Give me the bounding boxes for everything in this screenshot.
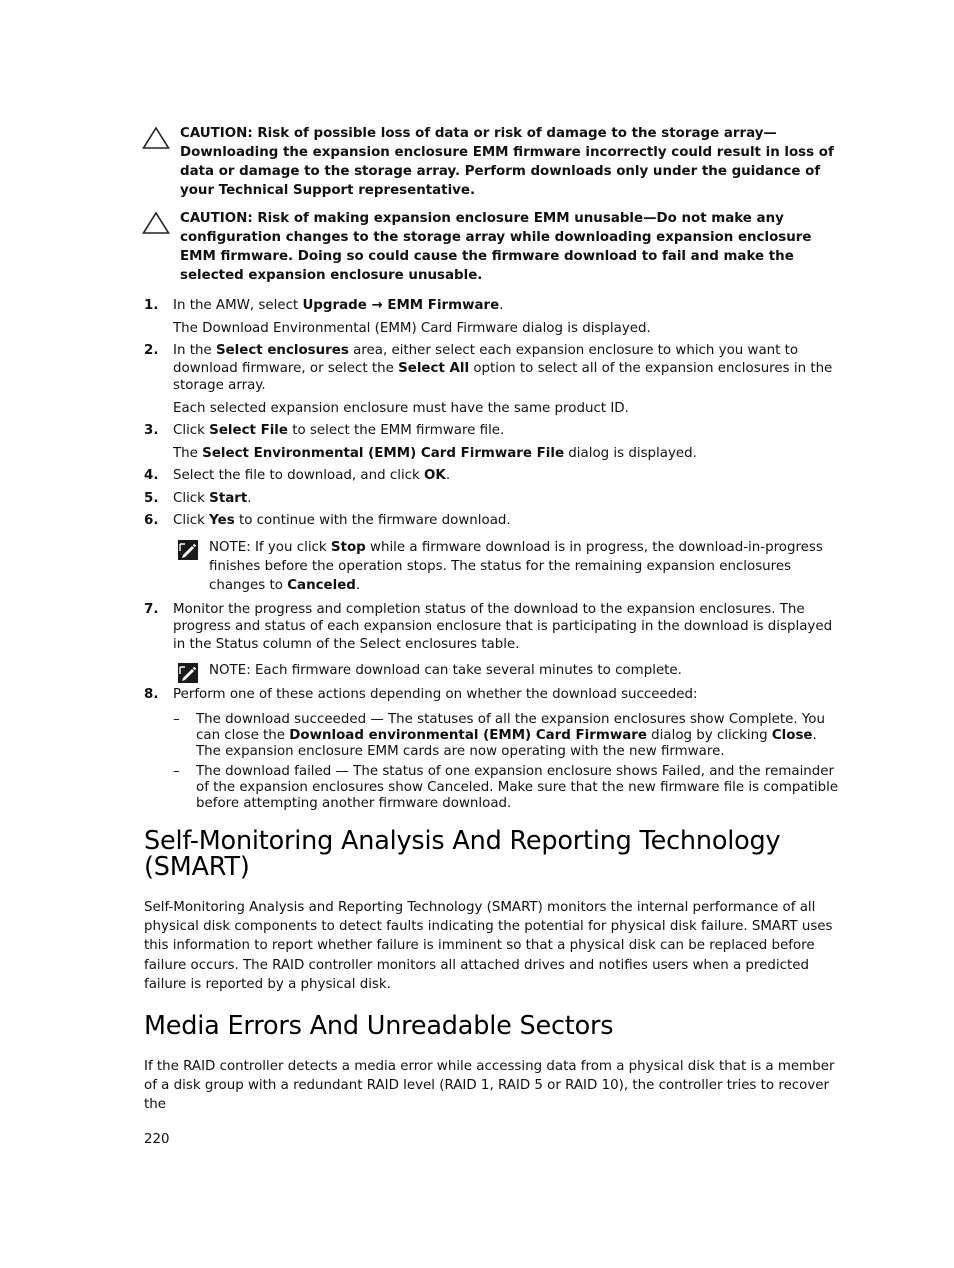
step-7 bbox=[144, 601, 840, 681]
caution-icon bbox=[142, 126, 170, 150]
dash-marker: – bbox=[173, 763, 180, 779]
caution-icon bbox=[142, 211, 170, 235]
note-block bbox=[173, 661, 840, 680]
step-info: The Download Environmental (EMM) Card Firmware dialog is displayed. bbox=[173, 320, 651, 336]
step-text: In the Select enclosures area, either select each expansion enclosure to which you want to download firmware, or select the Select All option to select all of the expansion enclosures in the storage array. bbox=[173, 343, 833, 393]
step-number: 4. bbox=[144, 468, 159, 483]
section-heading-media-errors: Media Errors And Unreadable Sectors bbox=[144, 1010, 614, 1041]
step-6 bbox=[144, 512, 840, 595]
step-number: 8. bbox=[144, 687, 159, 702]
note-text: NOTE: If you click Stop while a firmware download is in progress, the download-in-progress finishes before the operation stops. The status for the remaining expansion enclosures changes to Canceled. bbox=[209, 539, 823, 593]
note-pencil-icon bbox=[177, 539, 199, 561]
note-block bbox=[173, 538, 840, 595]
step-8 bbox=[144, 686, 840, 812]
step-number: 1. bbox=[144, 298, 159, 313]
step-number: 2. bbox=[144, 343, 159, 358]
step-text: In the AMW, select Upgrade → EMM Firmware. bbox=[173, 298, 504, 313]
dash-marker: – bbox=[173, 711, 180, 727]
section-body-smart: Self-Monitoring Analysis and Reporting Technology (SMART) monitors the internal performance of all physical disk components to detect faults indicating the potential for physical disk failure. SMART uses this information to report whether failure is imminent so that a physical disk can be replaced before failure occurs. The RAID controller monitors all attached drives and notifies users when a predicted failure is reported by a physical disk. bbox=[144, 899, 833, 993]
step-text: Monitor the progress and completion status of the download to the expansion enclosures. The progress and status of each expansion enclosure that is participating in the download is displayed in the Status column of the Select enclosures table. bbox=[173, 601, 833, 652]
step-number: 3. bbox=[144, 423, 159, 438]
note-pencil-icon bbox=[177, 662, 199, 684]
step-text: Click Select File to select the EMM firmware file. bbox=[173, 423, 505, 438]
step-info: Each selected expansion enclosure must have the same product ID. bbox=[173, 400, 629, 416]
step-4 bbox=[144, 467, 840, 485]
procedure-steps bbox=[144, 297, 840, 812]
section-body-media-errors: If the RAID controller detects a media error while accessing data from a physical disk that is a member of a disk group with a redundant RAID level (RAID 1, RAID 5 or RAID 10), the controller tries to recover the bbox=[144, 1058, 835, 1113]
step-2 bbox=[144, 342, 840, 417]
step-number: 6. bbox=[144, 513, 159, 528]
step-number: 7. bbox=[144, 601, 159, 617]
step-1 bbox=[144, 297, 840, 337]
step-3 bbox=[144, 422, 840, 462]
list-item: – The download failed — The status of one expansion enclosure shows Failed, and the remainder of the expansion enclosures show Canceled. Make sure that the new firmware file is compatible before attempting another firmware download. bbox=[173, 763, 839, 811]
list-item: – The download succeeded — The statuses of all the expansion enclosures show Complete. You can close the Download environmental (EMM) Card Firmware dialog by clicking Close. The expansion enclosure EMM cards are now operating with the new firmware. bbox=[173, 711, 825, 759]
section-heading-smart: Self-Monitoring Analysis And Reporting Technology (SMART) bbox=[144, 825, 781, 882]
caution-text: CAUTION: Risk of possible loss of data or risk of damage to the storage array—Downloading the expansion enclosure EMM firmware incorrectly could result in loss of data or damage to the storage array. Perform downloads only under the guidance of your Technical Support representative. bbox=[180, 126, 834, 198]
caution-block bbox=[144, 124, 840, 200]
step-text: Select the file to download, and click OK. bbox=[173, 468, 451, 483]
step-5 bbox=[144, 490, 840, 508]
step-info: The Select Environmental (EMM) Card Firmware File dialog is displayed. bbox=[173, 445, 697, 461]
sub-list bbox=[173, 712, 840, 812]
caution-text: CAUTION: Risk of making expansion enclosure EMM unusable—Do not make any configuration changes to the storage array while downloading expansion enclosure EMM firmware. Doing so could cause the firmware download to fail and make the selected expansion enclosure unusable. bbox=[180, 211, 812, 283]
step-text: Click Start. bbox=[173, 490, 252, 506]
note-text: NOTE: Each firmware download can take several minutes to complete. bbox=[209, 663, 682, 678]
step-text: Click Yes to continue with the firmware download. bbox=[173, 513, 511, 528]
page-content bbox=[144, 124, 840, 1133]
page-number: 220 bbox=[144, 1132, 170, 1147]
caution-block bbox=[144, 209, 840, 285]
step-text: Perform one of these actions depending on whether the download succeeded: bbox=[173, 687, 698, 702]
step-number: 5. bbox=[144, 490, 159, 506]
